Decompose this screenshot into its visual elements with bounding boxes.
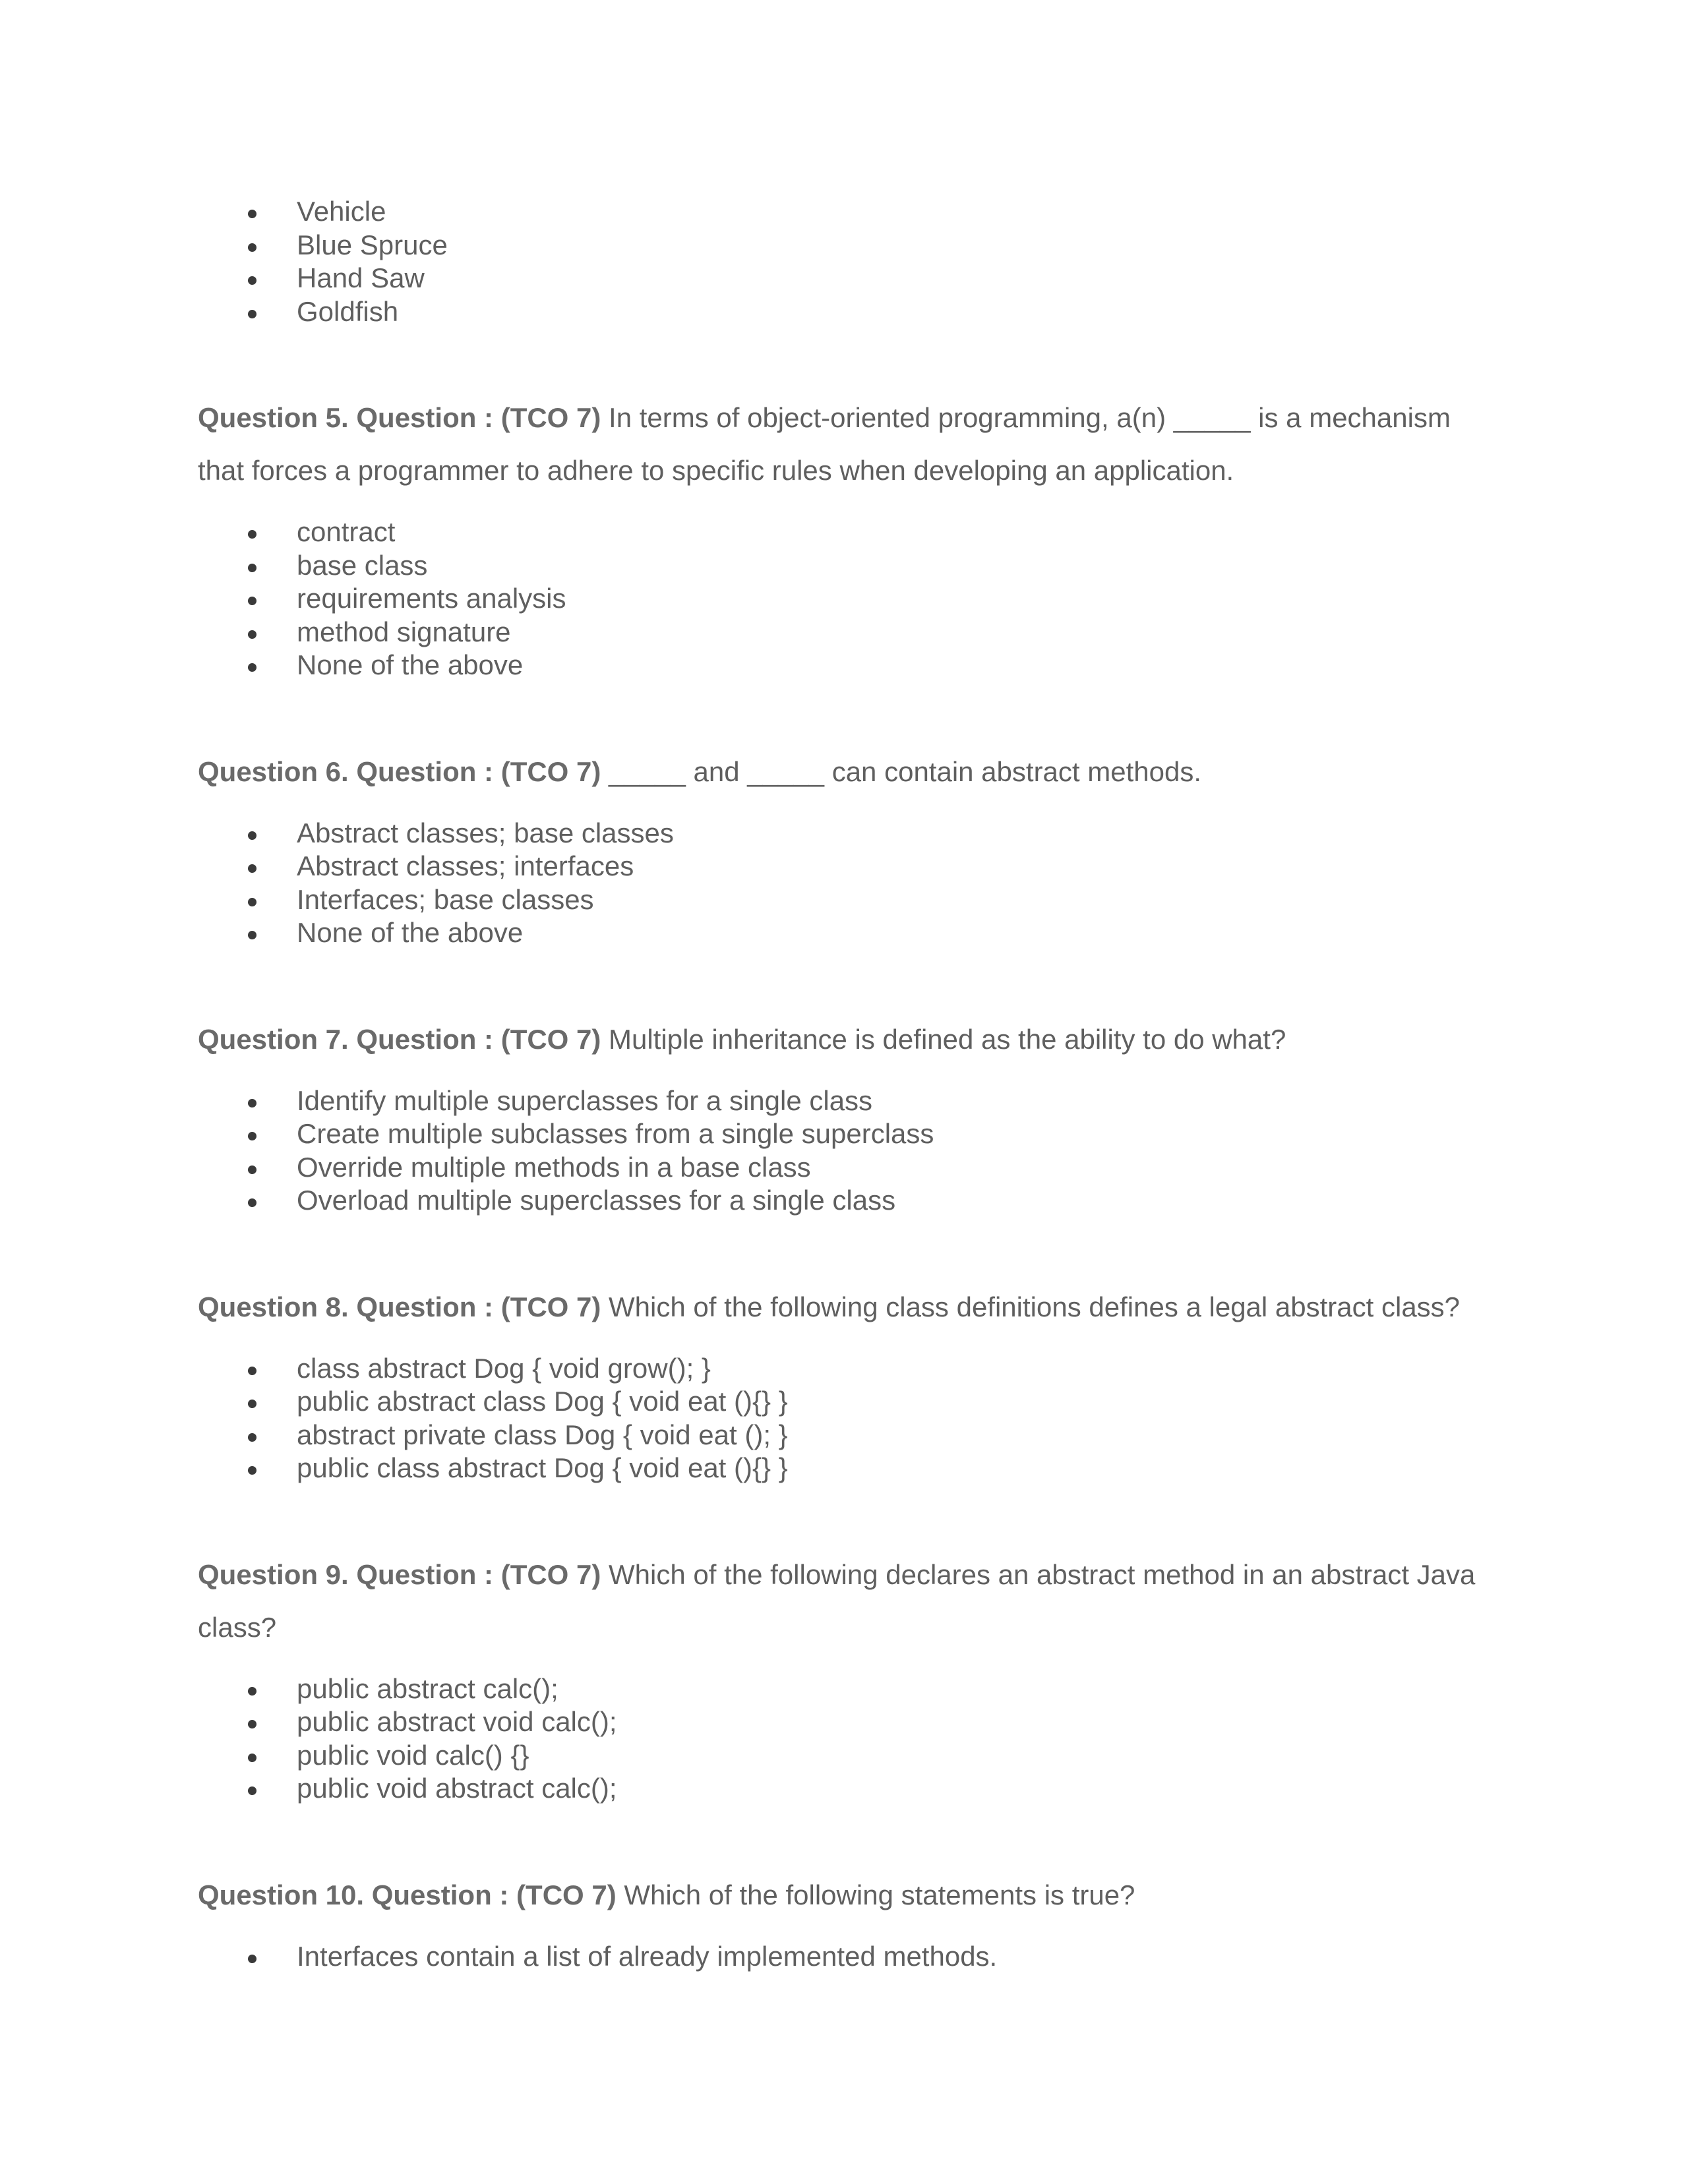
question-text: Which of the following declares an abstract method in an abstract Java class?: [198, 1558, 1476, 1643]
document-page: [198, 195, 1490, 1973]
option-item: [198, 195, 1490, 229]
question-text: In terms of object-oriented programming, a(n) _____ is a mechanism that forces a programmer to adhere to specific rules when developing an application.: [198, 402, 1451, 486]
bullet-icon: [248, 663, 256, 672]
question-9: [198, 1549, 1490, 1654]
option-text: public void calc() {}: [297, 1739, 529, 1771]
question-label: Question 5. Question : (TCO 7): [198, 402, 601, 433]
bullet-icon: [248, 597, 256, 605]
bullet-icon: [248, 243, 256, 252]
question-7-options: [198, 1084, 1490, 1218]
option-text: Interfaces contain a list of already implemented methods.: [297, 1940, 998, 1972]
option-text: requirements analysis: [297, 583, 566, 614]
option-item: [198, 295, 1490, 329]
option-item: [198, 1772, 1490, 1806]
bullet-icon: [248, 1786, 256, 1795]
option-text: Override multiple methods in a base class: [297, 1151, 811, 1183]
bullet-icon: [248, 898, 256, 906]
option-text: Vehicle: [297, 196, 386, 227]
option-text: public abstract calc();: [297, 1672, 558, 1704]
bullet-icon: [248, 1367, 256, 1375]
option-item: [198, 1184, 1490, 1218]
option-text: public void abstract calc();: [297, 1773, 617, 1804]
option-text: abstract private class Dog { void eat (); }: [297, 1419, 788, 1450]
question-label: Question 9. Question : (TCO 7): [198, 1558, 601, 1590]
bullet-icon: [248, 931, 256, 939]
option-item: [198, 883, 1490, 917]
option-text: None of the above: [297, 649, 524, 680]
question-text: _____ and _____ can contain abstract methods.: [601, 755, 1202, 787]
bullet-icon: [248, 831, 256, 840]
option-text: method signature: [297, 616, 511, 647]
spacer: [198, 1334, 1490, 1352]
question-10: [198, 1869, 1490, 1922]
option-item: [198, 229, 1490, 262]
option-item: [198, 1151, 1490, 1185]
bullet-icon: [248, 1198, 256, 1207]
question-label: Question 7. Question : (TCO 7): [198, 1023, 601, 1055]
question-10-options: [198, 1940, 1490, 1974]
option-item: [198, 516, 1490, 549]
option-item: [198, 817, 1490, 850]
option-text: class abstract Dog { void grow(); }: [297, 1352, 711, 1384]
option-item: [198, 850, 1490, 883]
option-item: [198, 1739, 1490, 1773]
option-item: [198, 1940, 1490, 1974]
bullet-icon: [248, 530, 256, 539]
bullet-icon: [248, 276, 256, 285]
question-9-options: [198, 1672, 1490, 1806]
bullet-icon: [248, 1166, 256, 1174]
question-label: Question 10. Question : (TCO 7): [198, 1879, 617, 1910]
bullet-icon: [248, 564, 256, 572]
option-item: [198, 582, 1490, 616]
spacer: [198, 497, 1490, 516]
option-text: Hand Saw: [297, 262, 425, 293]
option-item: [198, 1672, 1490, 1706]
option-text: public abstract void calc();: [297, 1706, 617, 1737]
option-text: Create multiple subclasses from a single superclass: [297, 1118, 934, 1149]
spacer: [198, 1806, 1490, 1869]
spacer: [198, 1922, 1490, 1940]
question-6-options: [198, 817, 1490, 950]
option-text: Identify multiple superclasses for a single class: [297, 1084, 873, 1116]
bullet-icon: [248, 1132, 256, 1140]
option-item: [198, 1352, 1490, 1386]
option-text: Abstract classes; base classes: [297, 817, 674, 848]
bullet-icon: [248, 1687, 256, 1696]
spacer: [198, 1218, 1490, 1281]
question-8: [198, 1281, 1490, 1334]
question-7: [198, 1013, 1490, 1066]
option-item: [198, 1117, 1490, 1151]
option-text: Blue Spruce: [297, 229, 448, 260]
bullet-icon: [248, 1754, 256, 1762]
option-text: Goldfish: [297, 295, 399, 327]
option-item: [198, 649, 1490, 682]
spacer: [198, 328, 1490, 392]
question-5: [198, 392, 1490, 497]
option-item: [198, 1452, 1490, 1485]
question-5-options: [198, 516, 1490, 682]
question-text: Multiple inheritance is defined as the ability to do what?: [601, 1023, 1286, 1055]
option-text: Interfaces; base classes: [297, 883, 594, 915]
option-item: [198, 1084, 1490, 1118]
option-text: contract: [297, 516, 396, 547]
question-label: Question 8. Question : (TCO 7): [198, 1291, 601, 1322]
question-label: Question 6. Question : (TCO 7): [198, 755, 601, 787]
bullet-icon: [248, 210, 256, 218]
bullet-icon: [248, 630, 256, 639]
option-text: Abstract classes; interfaces: [297, 850, 634, 881]
spacer: [198, 682, 1490, 746]
option-text: Overload multiple superclasses for a single class: [297, 1185, 896, 1216]
option-text: None of the above: [297, 917, 524, 948]
option-item: [198, 262, 1490, 295]
spacer: [198, 1654, 1490, 1672]
spacer: [198, 1485, 1490, 1549]
bullet-icon: [248, 1466, 256, 1475]
question-6: [198, 746, 1490, 798]
bullet-icon: [248, 1433, 256, 1442]
option-item: [198, 1385, 1490, 1419]
bullet-icon: [248, 1955, 256, 1963]
option-text: base class: [297, 549, 428, 581]
option-item: [198, 549, 1490, 583]
option-item: [198, 916, 1490, 950]
spacer: [198, 798, 1490, 817]
question-8-options: [198, 1352, 1490, 1485]
question-text: Which of the following statements is true?: [616, 1879, 1135, 1910]
option-item: [198, 1705, 1490, 1739]
bullet-icon: [248, 1720, 256, 1728]
option-text: public abstract class Dog { void eat (){} }: [297, 1386, 788, 1417]
bullet-icon: [248, 1099, 256, 1107]
question-text: Which of the following class definitions defines a legal abstract class?: [601, 1291, 1461, 1322]
option-text: public class abstract Dog { void eat (){} }: [297, 1452, 788, 1483]
spacer: [198, 1066, 1490, 1084]
option-item: [198, 1419, 1490, 1452]
bullet-icon: [248, 310, 256, 318]
spacer: [198, 950, 1490, 1013]
intro-option-list: [198, 195, 1490, 328]
option-item: [198, 616, 1490, 649]
bullet-icon: [248, 864, 256, 873]
bullet-icon: [248, 1400, 256, 1408]
